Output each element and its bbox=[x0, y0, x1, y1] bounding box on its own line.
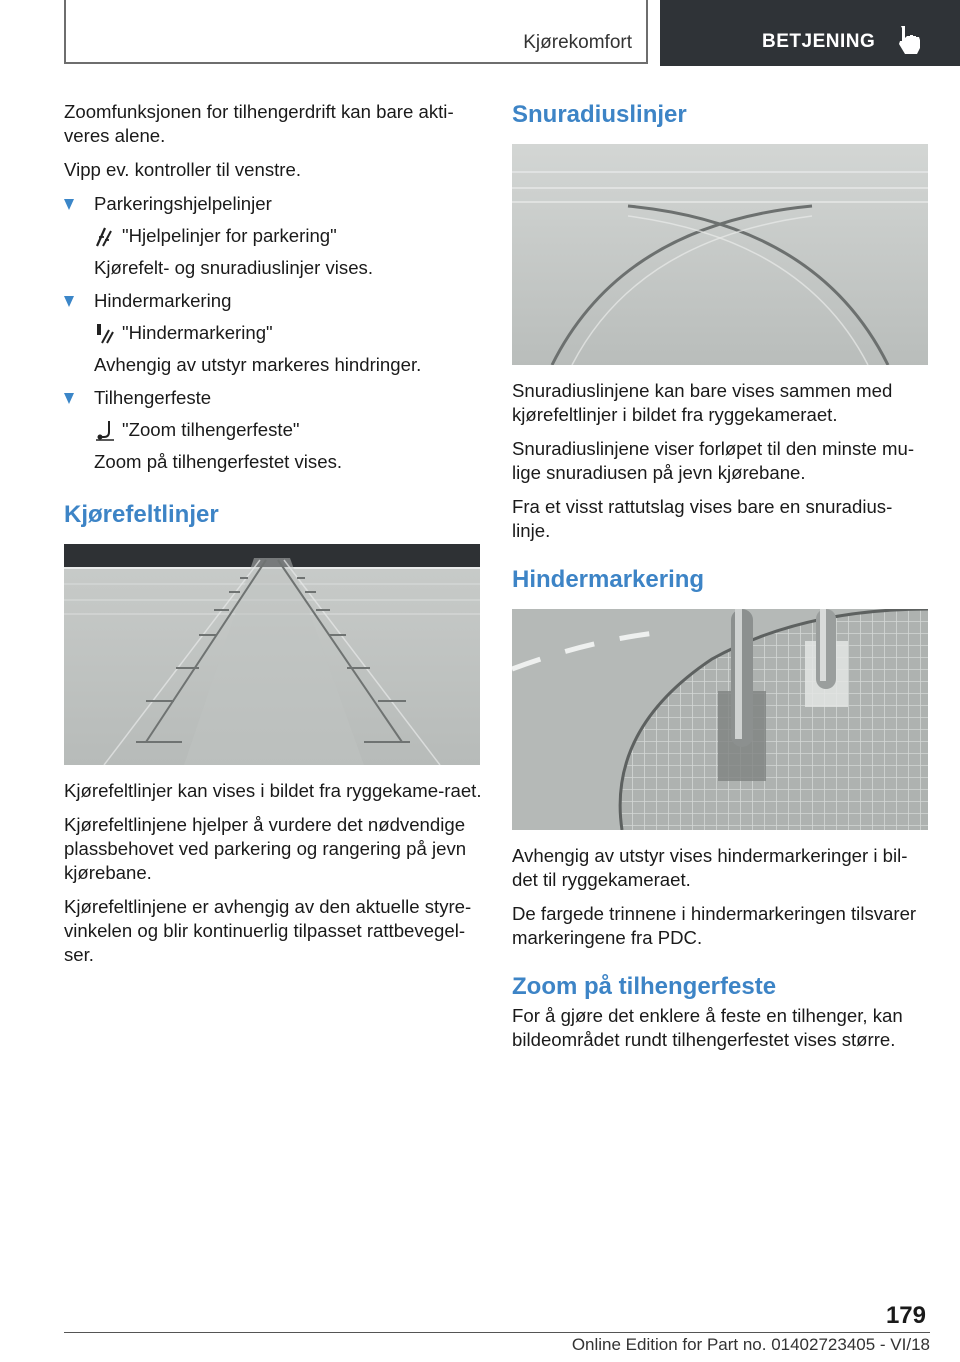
option-title: Tilhengerfeste bbox=[94, 387, 212, 408]
list-item bbox=[64, 386, 482, 474]
section-heading-obstacle-marking: Hindermarkering bbox=[512, 566, 705, 593]
option-description: Avhengig av utstyr markeres hindringer. bbox=[94, 354, 422, 375]
option-description: Kjørefelt- og snuradiuslinjer vises. bbox=[94, 257, 374, 278]
menu-entry bbox=[94, 418, 482, 442]
intro-instruction: Vipp ev. kontroller til venstre. bbox=[64, 159, 302, 180]
section-heading-lane-lines: Kjørefeltlinjer bbox=[64, 501, 219, 528]
footer-divider bbox=[64, 1332, 930, 1333]
turning-radius-paragraph-1: Snuradiuslinjene kan bare vises sammen med kjørefeltlinjer i bildet fra ryggekameraet. bbox=[512, 380, 893, 425]
option-description: Zoom på tilhengerfestet vises. bbox=[94, 451, 343, 472]
hand-pointer-icon bbox=[896, 24, 922, 56]
option-title: Hindermarkering bbox=[94, 290, 232, 311]
section-heading-trailer-zoom: Zoom på tilhengerfeste bbox=[512, 973, 777, 1000]
section-heading-turning-radius: Snuradiuslinjer bbox=[512, 101, 687, 128]
list-item bbox=[64, 192, 482, 280]
turning-radius-figure bbox=[512, 144, 928, 365]
menu-entry bbox=[94, 224, 482, 248]
menu-entry bbox=[94, 321, 482, 345]
triangle-bullet-icon bbox=[64, 199, 74, 210]
footer-edition: Online Edition for Part no. 01402723405 - VI/18 bbox=[571, 1335, 930, 1354]
trailer-zoom-paragraph: For å gjøre det enklere å feste en tilhenger, kan bildeområdet rundt tilhengerfestet vises større. bbox=[512, 1005, 903, 1050]
turning-radius-paragraph-2: Snuradiuslinjene viser forløpet til den minste mu-lige snuradiusen på jevn kjørebane. bbox=[512, 438, 915, 483]
turning-radius-paragraph-3: Fra et visst rattutslag vises bare en snuradius-linje. bbox=[512, 496, 893, 541]
lane-lines-paragraph-2: Kjørefeltlinjene hjelper å vurdere det nødvendige plassbehovet ved parkering og rangering på jevn kjørebane. bbox=[64, 814, 467, 883]
obstacle-marking-icon bbox=[94, 322, 116, 344]
obstacle-marking-paragraph-1: Avhengig av utstyr vises hindermarkeringer i bil-det til ryggekameraet. bbox=[512, 845, 908, 890]
header-chapter-tab bbox=[660, 0, 960, 66]
header-chapter-title: BETJENING bbox=[762, 31, 876, 52]
trailer-hitch-icon bbox=[94, 419, 116, 441]
intro-paragraph: Zoomfunksjonen for tilhengerdrift kan bare akti-veres alene. bbox=[64, 101, 454, 146]
list-item bbox=[64, 289, 482, 377]
parking-lines-icon bbox=[94, 225, 116, 247]
triangle-bullet-icon bbox=[64, 393, 74, 404]
menu-entry-label: "Zoom tilhengerfeste" bbox=[122, 419, 300, 440]
lane-lines-paragraph-3: Kjørefeltlinjene er avhengig av den aktuelle styre-vinkelen og blir kontinuerlig tilpasset rattbevegel-ser. bbox=[64, 896, 472, 965]
lane-lines-figure bbox=[64, 544, 480, 765]
triangle-bullet-icon bbox=[64, 296, 74, 307]
obstacle-marking-figure bbox=[512, 609, 928, 830]
menu-entry-label: "Hjelpelinjer for parkering" bbox=[122, 225, 337, 246]
right-column bbox=[512, 100, 930, 1062]
obstacle-marking-paragraph-2: De fargede trinnene i hindermarkeringen tilsvarer markeringene fra PDC. bbox=[512, 903, 917, 948]
menu-entry-label: "Hindermarkering" bbox=[122, 322, 273, 343]
lane-lines-paragraph-1: Kjørefeltlinjer kan vises i bildet fra ryggekame-raet. bbox=[64, 780, 482, 801]
page-number: 179 bbox=[885, 1302, 926, 1329]
option-list bbox=[64, 192, 482, 474]
option-title: Parkeringshjelpelinjer bbox=[94, 193, 272, 214]
header-section-title: Kjørekomfort bbox=[523, 32, 632, 53]
left-column bbox=[64, 100, 482, 977]
header-section-box bbox=[64, 0, 648, 64]
